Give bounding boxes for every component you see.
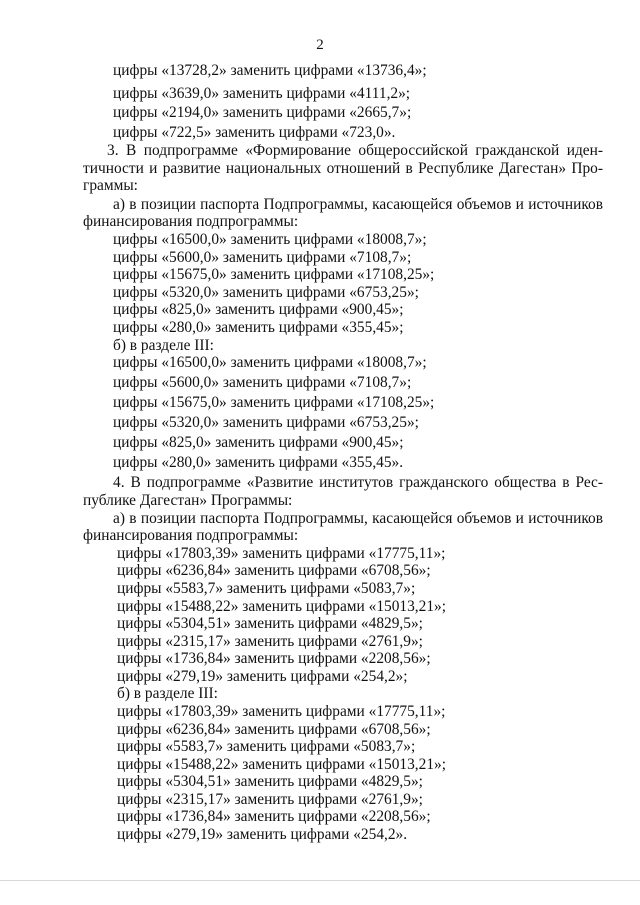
amendment-line: цифры «1736,84» заменить цифрами «2208,56»;: [117, 650, 431, 667]
amendment-line: цифры «2315,17» заменить цифрами «2761,9»;: [117, 633, 423, 650]
amendment-line: цифры «16500,0» заменить цифрами «18008,7»;: [113, 231, 427, 248]
amendment-line: цифры «16500,0» заменить цифрами «18008,7»;: [113, 354, 427, 371]
paragraph-line: публике Дагестан» Программы:: [83, 492, 293, 509]
section-heading: б) в разделе III:: [117, 685, 218, 702]
amendment-line: цифры «722,5» заменить цифрами «723,0».: [113, 124, 396, 141]
amendment-line: цифры «13728,2» заменить цифрами «13736,4»;: [113, 62, 427, 79]
amendment-line: цифры «5600,0» заменить цифрами «7108,7»;: [113, 249, 412, 266]
amendment-line: цифры «17803,39» заменить цифрами «17775,11»;: [117, 545, 446, 562]
amendment-line: цифры «5304,51» заменить цифрами «4829,5»;: [117, 773, 423, 790]
paragraph-line: 4. В подпрограмме «Развитие институтов гражданского общества в Рес-: [113, 474, 603, 491]
amendment-line: цифры «280,0» заменить цифрами «355,45»;: [113, 319, 404, 336]
amendment-line: цифры «3639,0» заменить цифрами «4111,2»;: [113, 85, 411, 102]
paragraph-line: финансирования подпрограммы:: [83, 527, 299, 544]
scan-edge-line: [0, 880, 640, 881]
paragraph-line: а) в позиции паспорта Подпрограммы, касающейся объемов и источников: [113, 196, 603, 213]
paragraph-line: тичности и развитие национальных отношений в Республике Дагестан» Про-: [83, 160, 603, 177]
amendment-line: цифры «5320,0» заменить цифрами «6753,25»;: [113, 284, 419, 301]
amendment-line: цифры «825,0» заменить цифрами «900,45»;: [113, 301, 404, 318]
amendment-line: цифры «2315,17» заменить цифрами «2761,9»;: [117, 791, 423, 808]
amendment-line: цифры «6236,84» заменить цифрами «6708,56»;: [117, 721, 431, 738]
amendment-line: цифры «825,0» заменить цифрами «900,45»;: [113, 434, 404, 451]
paragraph-line: 3. В подпрограмме «Формирование общероссийской гражданской иден-: [107, 142, 603, 159]
amendment-line: цифры «5320,0» заменить цифрами «6753,25»;: [113, 414, 419, 431]
amendment-line: цифры «5583,7» заменить цифрами «5083,7»;: [117, 580, 416, 597]
page-number: 2: [316, 37, 324, 53]
amendment-line: цифры «17803,39» заменить цифрами «17775,11»;: [117, 703, 446, 720]
amendment-line: цифры «5304,51» заменить цифрами «4829,5»;: [117, 615, 423, 632]
amendment-line: цифры «15488,22» заменить цифрами «15013,21»;: [117, 598, 447, 615]
amendment-line: цифры «15675,0» заменить цифрами «17108,25»;: [113, 394, 435, 411]
amendment-line: цифры «2194,0» заменить цифрами «2665,7»;: [113, 104, 412, 121]
amendment-line: цифры «279,19» заменить цифрами «254,2».: [117, 826, 408, 843]
amendment-line: цифры «5600,0» заменить цифрами «7108,7»;: [113, 374, 412, 391]
amendment-line: цифры «15675,0» заменить цифрами «17108,25»;: [113, 266, 435, 283]
amendment-line: цифры «5583,7» заменить цифрами «5083,7»;: [117, 738, 416, 755]
amendment-line: цифры «279,19» заменить цифрами «254,2»;: [117, 668, 408, 685]
amendment-line: цифры «1736,84» заменить цифрами «2208,56»;: [117, 808, 431, 825]
paragraph-line: финансирования подпрограммы:: [83, 213, 299, 230]
paragraph-line: граммы:: [83, 177, 138, 194]
amendment-line: цифры «15488,22» заменить цифрами «15013,21»;: [117, 756, 447, 773]
amendment-line: цифры «280,0» заменить цифрами «355,45».: [113, 454, 404, 471]
section-heading: б) в разделе III:: [113, 337, 214, 354]
amendment-line: цифры «6236,84» заменить цифрами «6708,56»;: [117, 562, 431, 579]
paragraph-line: а) в позиции паспорта Подпрограммы, касающейся объемов и источников: [113, 510, 603, 527]
